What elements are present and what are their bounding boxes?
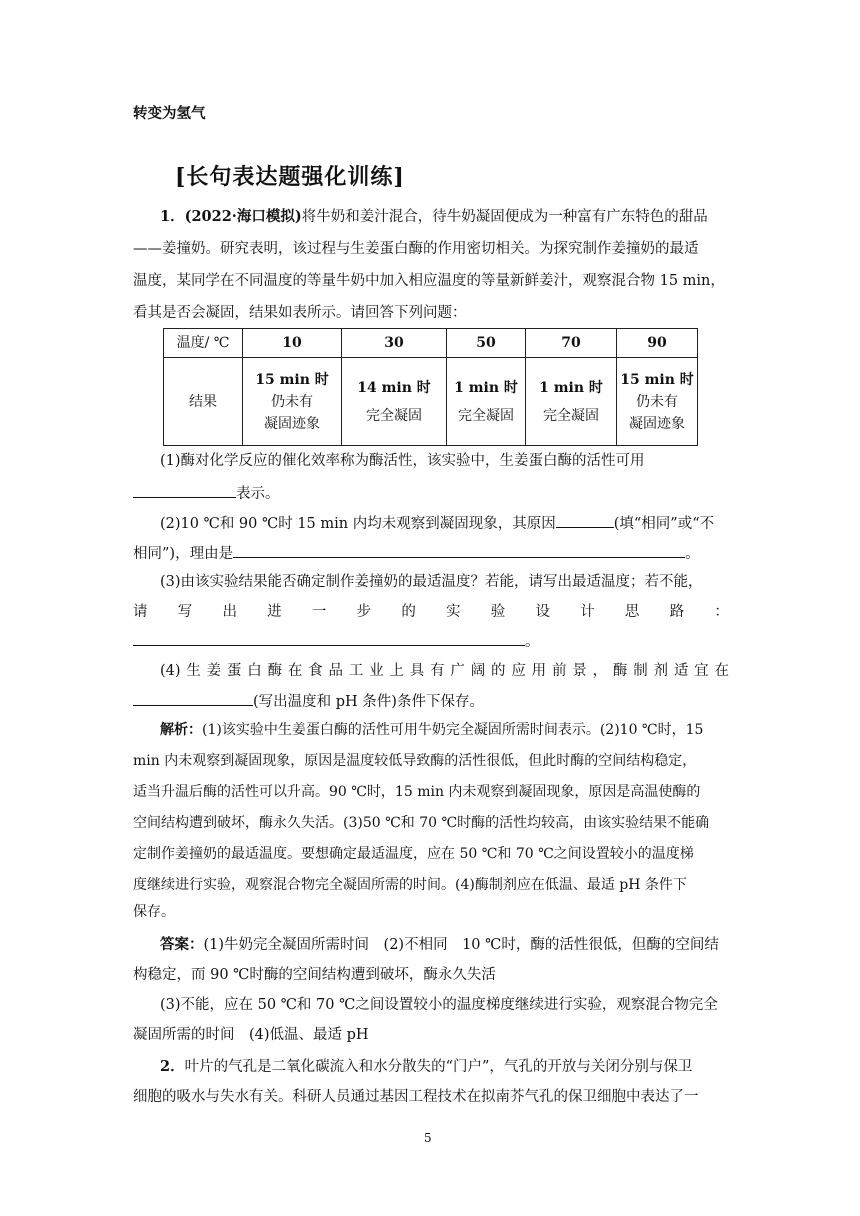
- spread-char: (4): [160, 663, 181, 679]
- result-line: 1 min 时: [539, 379, 603, 396]
- sub-question-2-line-1: [160, 512, 714, 534]
- spread-char: 用: [531, 663, 547, 679]
- answer-line-4: 凝固所需的时间 (4)低温、最适 pH: [133, 1027, 369, 1043]
- spread-char: 计: [580, 604, 595, 620]
- sub-question-1-line-2: [133, 482, 280, 504]
- sub-question-4-line-2: [133, 690, 484, 712]
- sub-question-1-line-1: (1)酶对化学反应的催化效率称为酶活性，该实验中，生姜蛋白酶的活性可用: [160, 453, 645, 469]
- q1-intro-line-4: 看其是否会凝固，结果如表所示。请回答下列问题：: [133, 305, 467, 321]
- explanation-line-7: 保存。: [133, 904, 175, 920]
- spread-char: 品: [328, 663, 344, 679]
- result-cell: [617, 358, 698, 446]
- spread-char: 的: [491, 663, 506, 679]
- spread-char: 适: [673, 663, 689, 679]
- q1-intro-text: 将牛奶和姜汁混合，待牛奶凝固便成为一种富有广东特色的甜品: [301, 209, 708, 225]
- explanation-line-3: 适当升温后酶的活性可以升高。90 ℃时，15 min 内未观察到凝固现象，原因是高温使酶的: [133, 784, 701, 800]
- result-line: 完全凝固: [458, 407, 514, 424]
- result-line: 14 min 时: [357, 379, 431, 396]
- answer-text: (1)牛奶完全凝固所需时间 (2)不相同 10 ℃时，酶的活性很低，但酶的空间结: [203, 937, 719, 953]
- spread-char: 宜: [694, 663, 709, 679]
- spread-char: 酶: [267, 663, 283, 679]
- spread-char: 上: [389, 663, 404, 679]
- spread-char: 路: [669, 604, 685, 620]
- result-line: 完全凝固: [366, 407, 422, 424]
- result-line: 完全凝固: [543, 407, 599, 424]
- result-line: 15 min 时: [255, 371, 329, 388]
- explanation-line-4: 空间结构遭到破坏，酶永久失活。(3)50 ℃和 70 ℃时酶的活性均较高，由该实验结果不能确: [133, 815, 710, 831]
- spread-char: 步: [356, 604, 372, 620]
- q1-intro-line-3: 温度，某同学在不同温度的等量牛奶中加入相应温度的等量新鲜姜汁，观察混合物 15 min，: [133, 273, 725, 289]
- spread-char: 应: [511, 663, 526, 679]
- sub-question-3-line-2: [133, 602, 729, 622]
- sub-question-4-line-1: [160, 661, 729, 681]
- spread-char: 出: [222, 604, 237, 620]
- header-label-cell: 温度/ ℃: [164, 329, 243, 358]
- page-number: 5: [424, 1131, 432, 1145]
- spread-char: 思: [624, 604, 640, 620]
- spread-char: ：: [714, 604, 729, 620]
- q2-number: 2．: [160, 1058, 185, 1075]
- sub-question-3-line-1: (3)由该实验结果能否确定制作姜撞奶的最适温度？若能，请写出最适温度；若不能，: [160, 574, 703, 590]
- q1-number: 1．: [160, 208, 185, 225]
- answer-line-3: (3)不能，应在 50 ℃和 70 ℃之间设置较小的温度梯度继续进行实验，观察混合物完全: [160, 997, 718, 1013]
- results-table: [163, 328, 698, 446]
- answer-line-2: 构稳定，而 90 ℃时酶的空间结构遭到破坏，酶永久失活: [133, 967, 496, 983]
- q1-source: (2022·海口模拟): [184, 208, 302, 225]
- result-line: 仍未有: [271, 393, 313, 410]
- row-label-cell: 结果: [164, 358, 243, 446]
- result-cell: [526, 358, 617, 446]
- spread-char: 在: [714, 663, 729, 679]
- section-title: [长句表达题强化训练]: [175, 164, 405, 190]
- table-header-row: [164, 329, 698, 358]
- temp-cell: 50: [447, 329, 526, 358]
- spread-char: 酶: [612, 663, 628, 679]
- temp-cell: 30: [342, 329, 447, 358]
- sub-question-2-reason: 相同”)，理由是: [133, 546, 234, 562]
- spread-char: 一: [311, 604, 327, 620]
- answer-blank[interactable]: [133, 690, 253, 706]
- spread-char: 业: [369, 663, 384, 679]
- result-line: 15 min 时: [620, 371, 694, 388]
- sub-question-2-end: 。: [685, 546, 700, 562]
- spread-char: 验: [490, 604, 506, 620]
- sub-question-4-tail: (写出温度和 pH 条件)条件下保存。: [253, 694, 484, 710]
- explanation-line-6: 度继续进行实验，观察混合物完全凝固所需的时间。(4)酶制剂应在低温、最适 pH 条件下: [133, 877, 687, 893]
- explanation-label: 解析：: [160, 722, 202, 738]
- result-line: 凝固迹象: [264, 415, 320, 432]
- result-line: 凝固迹象: [629, 415, 685, 432]
- answer-blank[interactable]: [233, 542, 685, 558]
- result-cell: [243, 358, 342, 446]
- spread-char: 请: [133, 604, 148, 620]
- table-result-row: [164, 358, 698, 446]
- q2-line-1: [160, 1057, 692, 1077]
- spread-char: 景: [572, 663, 587, 679]
- explanation-line-5: 定制作姜撞奶的最适温度。要想确定最适温度，应在 50 ℃和 70 ℃之间设置较小的温度梯: [133, 846, 694, 862]
- answer-blank[interactable]: [133, 630, 525, 646]
- spread-char: ，: [592, 663, 608, 679]
- continued-text: 转变为氢气: [133, 105, 206, 122]
- spread-char: 设: [535, 604, 550, 620]
- spread-char: 的: [401, 604, 416, 620]
- spread-char: 进: [267, 604, 282, 620]
- result-line: 仍未有: [636, 393, 678, 410]
- answer-label: 答案：: [160, 936, 204, 953]
- spread-char: 白: [247, 663, 262, 679]
- sub-question-3-line-3: [133, 630, 540, 652]
- spread-char: 具: [409, 663, 425, 679]
- q1-intro-line-1: [160, 207, 708, 227]
- explanation-line-1: [160, 720, 703, 740]
- sub-question-2-hint: (填“相同”或“不: [613, 516, 715, 532]
- spread-char: 工: [348, 663, 364, 679]
- spread-char: 蛋: [226, 663, 242, 679]
- sub-question-3-end: 。: [525, 634, 540, 650]
- spread-char: 实: [446, 604, 461, 620]
- explanation-line-2: min 内未观察到凝固现象，原因是温度较低导致酶的活性很低，但此时酶的空间结构稳定，: [133, 753, 697, 769]
- explanation-text: (1)该实验中生姜蛋白酶的活性可用牛奶完全凝固所需时间表示。(2)10 ℃时，15: [202, 722, 704, 738]
- answer-line-1: [160, 935, 719, 955]
- answer-blank[interactable]: [133, 482, 236, 498]
- spread-char: 制: [633, 663, 648, 679]
- spread-char: 食: [308, 663, 323, 679]
- spread-char: 前: [551, 663, 567, 679]
- answer-blank[interactable]: [556, 512, 614, 528]
- result-cell: [447, 358, 526, 446]
- spread-char: 在: [287, 663, 303, 679]
- temp-cell: 10: [243, 329, 342, 358]
- spread-char: 生: [186, 663, 201, 679]
- sub-question-2-text: (2)10 ℃和 90 ℃时 15 min 内均未观察到凝固现象，其原因: [160, 516, 556, 532]
- sub-question-1-tail: 表示。: [236, 486, 280, 502]
- sub-question-2-line-2: [133, 542, 700, 564]
- result-cell: [342, 358, 447, 446]
- q2-text: 叶片的气孔是二氧化碳流入和水分散失的“门户”，气孔的开放与关闭分别与保卫: [184, 1059, 693, 1075]
- spread-char: 有: [430, 663, 445, 679]
- result-line: 1 min 时: [454, 379, 518, 396]
- temp-cell: 70: [526, 329, 617, 358]
- spread-char: 写: [177, 604, 193, 620]
- spread-char: 广: [450, 663, 465, 679]
- spread-char: 剂: [653, 663, 669, 679]
- temp-cell: 90: [617, 329, 698, 358]
- spread-char: 姜: [206, 663, 222, 679]
- q1-intro-line-2: ——姜撞奶。研究表明，该过程与生姜蛋白酶的作用密切相关。为探究制作姜撞奶的最适: [133, 241, 699, 257]
- q2-line-2: 细胞的吸水与失水有关。科研人员通过基因工程技术在拟南芥气孔的保卫细胞中表达了一: [133, 1089, 699, 1105]
- spread-char: 阔: [470, 663, 486, 679]
